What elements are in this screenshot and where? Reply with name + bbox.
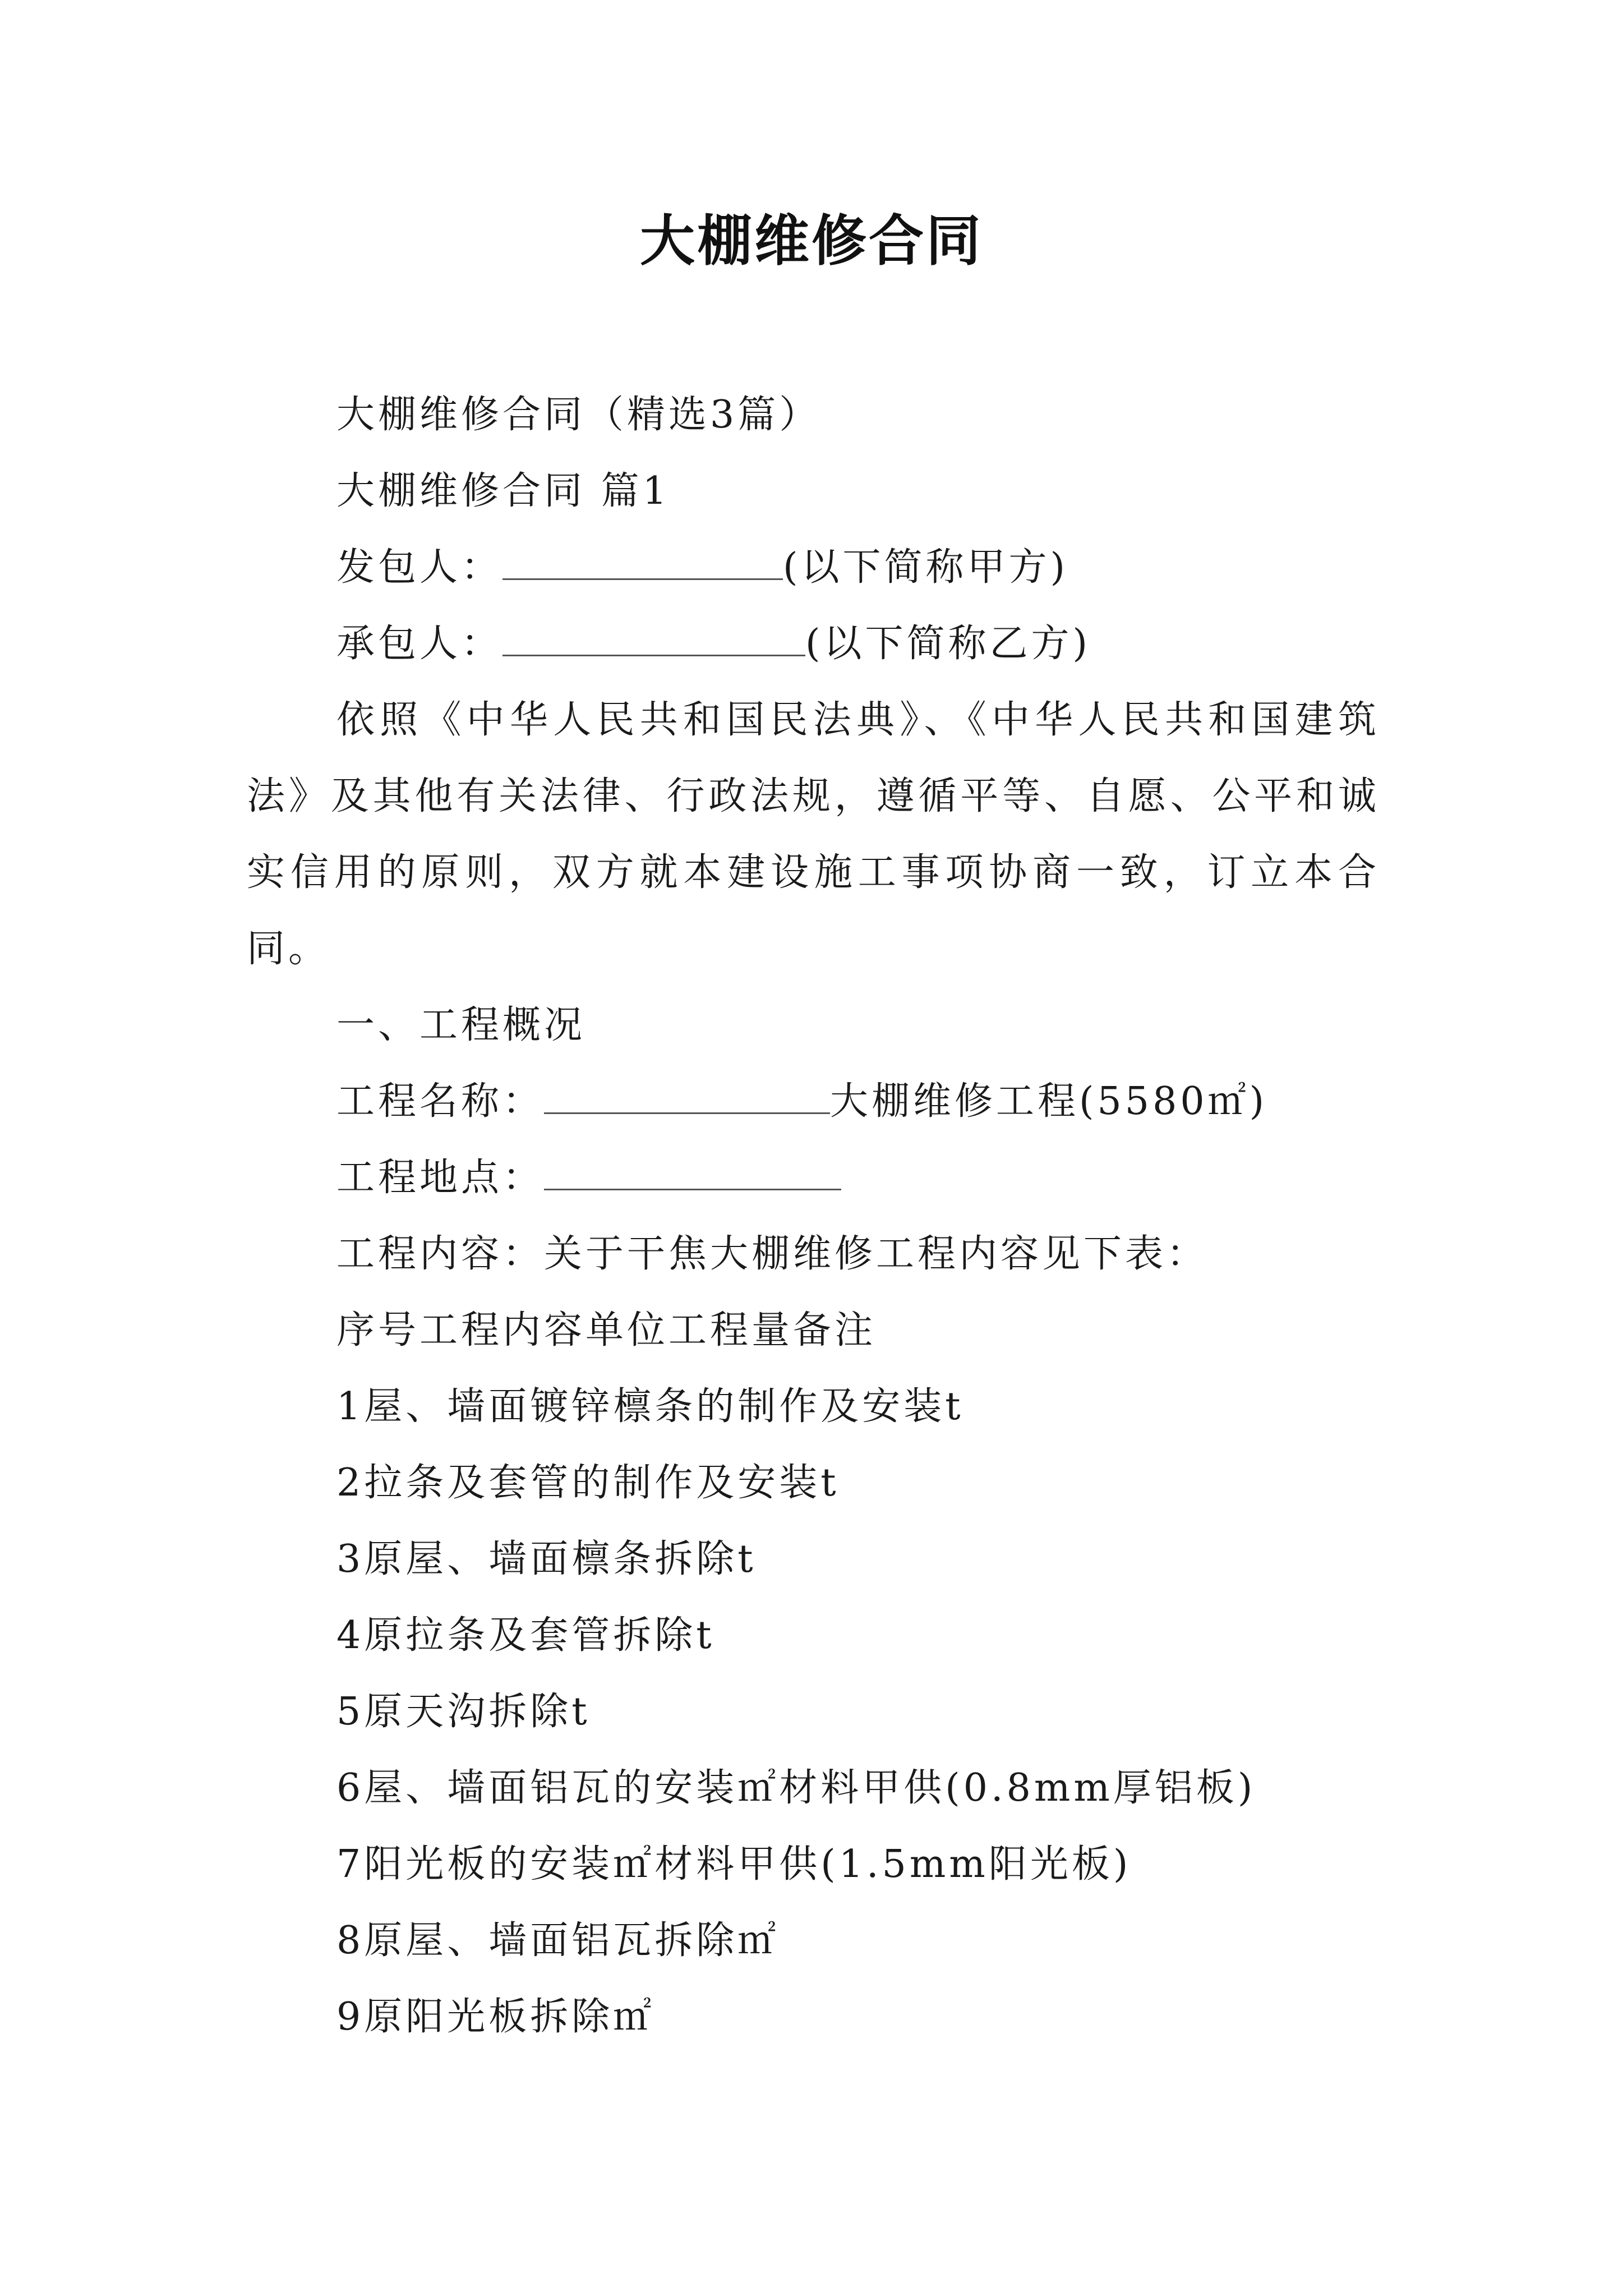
project-location-blank bbox=[544, 1155, 841, 1190]
project-location-label: 工程地点： bbox=[336, 1156, 545, 1200]
party-b-label: 承包人： bbox=[336, 622, 503, 666]
party-b-line bbox=[247, 606, 1380, 682]
project-name-blank bbox=[544, 1079, 830, 1114]
party-b-blank bbox=[502, 621, 805, 656]
list-item: 1屋、墙面镀锌檩条的制作及安装t bbox=[336, 1384, 964, 1429]
section-heading: 大棚维修合同 篇1 bbox=[336, 469, 670, 513]
list-item: 2拉条及套管的制作及安装t bbox=[336, 1461, 840, 1505]
party-a-label: 发包人： bbox=[336, 545, 503, 590]
project-name-suffix: 大棚维修工程(5580㎡) bbox=[830, 1079, 1268, 1124]
party-a-line bbox=[247, 530, 1380, 606]
party-a-blank bbox=[502, 545, 783, 580]
list-item: 9原阳光板拆除㎡ bbox=[336, 1995, 655, 2039]
party-a-suffix: (以下简称甲方) bbox=[783, 545, 1069, 590]
project-content: 工程内容：关于干焦大棚维修工程内容见下表： bbox=[336, 1232, 1209, 1276]
list-item: 5原天沟拆除t bbox=[336, 1690, 591, 1734]
project-location-line bbox=[247, 1140, 1380, 1216]
project-name-line bbox=[247, 1064, 1380, 1140]
document-body bbox=[247, 377, 1380, 2055]
list-item: 3原屋、墙面檩条拆除t bbox=[336, 1537, 757, 1581]
list-item: 7阳光板的安装㎡材料甲供(1.5mm阳光板) bbox=[336, 1842, 1132, 1887]
table-header: 序号工程内容单位工程量备注 bbox=[336, 1308, 877, 1352]
preamble-paragraph: 依照《中华人民共和国民法典》、《中华人民共和国建筑法》及其他有关法律、行政法规，遵循平等、自愿、公平和诚实信用的原则，双方就本建设施工事项协商一致，订立本合同。 bbox=[247, 698, 1380, 971]
list-item: 8原屋、墙面铝瓦拆除㎡ bbox=[336, 1918, 780, 1963]
party-b-suffix: (以下简称乙方) bbox=[805, 622, 1091, 666]
list-item: 4原拉条及套管拆除t bbox=[336, 1613, 715, 1658]
subtitle: 大棚维修合同（精选3篇） bbox=[336, 393, 821, 437]
document-title: 大棚维修合同 bbox=[639, 209, 983, 273]
list-item: 6屋、墙面铝瓦的安装㎡材料甲供(0.8mm厚铝板) bbox=[336, 1766, 1256, 1810]
project-name-label: 工程名称： bbox=[336, 1079, 545, 1124]
overview-heading: 一、工程概况 bbox=[336, 1003, 586, 1047]
